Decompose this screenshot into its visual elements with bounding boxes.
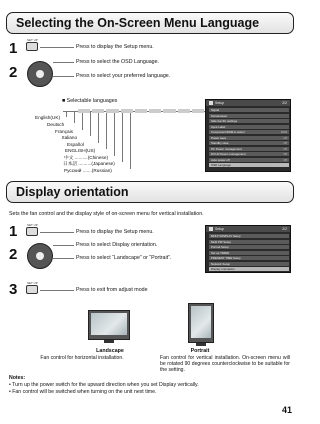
menu-row[interactable] [209, 152, 289, 156]
menu-row-label: Network Setup [211, 261, 230, 266]
menu-row-label: Screensaver [211, 113, 228, 118]
menu-row-label: OSD Language [211, 163, 231, 167]
menu-row[interactable] [209, 158, 289, 162]
step3-description: Press to exit from adjust mode [76, 287, 148, 293]
section-heading-language: Selecting the On-Screen Menu Language [6, 12, 294, 34]
tree-line [74, 111, 75, 123]
step2-description-a: Press to select Display orientation. [76, 242, 158, 248]
tree-line [82, 111, 83, 130]
tree-line [66, 111, 67, 117]
menu-row-value: Off [283, 152, 287, 156]
portrait-display-illustration [188, 303, 214, 343]
setup-button-caption: SET UP [27, 281, 38, 285]
menu-row-label: Auto power off [211, 157, 230, 162]
notes-title: Notes: [9, 375, 26, 381]
menu-row[interactable] [209, 240, 289, 244]
step-number: 1 [9, 223, 18, 240]
menu-row[interactable] [209, 147, 289, 151]
step2-description-b: Press to select your preferred language. [76, 73, 171, 79]
portrait-title: Portrait [190, 348, 210, 354]
menu-row-value: Off [283, 146, 287, 151]
connector-line [53, 245, 74, 246]
menu-title: Setup [215, 100, 224, 105]
menu-row-label: Multi PIP Setup [211, 239, 231, 244]
language-option: ENGLISH(US) [65, 148, 96, 153]
setup-button[interactable] [26, 227, 38, 236]
connector-line [53, 76, 74, 77]
menu-row-value: Off [283, 157, 287, 162]
menu-row-label: Component/RGB-in select [211, 130, 245, 134]
step1-description: Press to display the Setup menu. [76, 44, 154, 50]
tree-line [130, 111, 131, 169]
language-option: 日本語 ..........(Japanese) [63, 161, 115, 166]
menu-row-label: Input Label [211, 124, 226, 129]
menu-row-label: Portrait Setup [211, 245, 229, 249]
connector-line [40, 47, 74, 48]
menu-row[interactable] [209, 141, 289, 145]
menu-row-label: Standby save [211, 141, 229, 145]
menu-row-value: RGB [280, 130, 287, 134]
setup-button-caption: SET UP [27, 38, 38, 42]
language-option: Français [55, 129, 73, 134]
language-option: 中文 ..........(Chinese) [64, 155, 109, 160]
tree-line [98, 111, 99, 143]
step2-description-a: Press to select the OSD Language. [76, 59, 160, 65]
menu-row-value: Off [283, 135, 287, 140]
menu-row[interactable] [209, 130, 289, 134]
menu-title: Setup [215, 226, 224, 231]
setup-button[interactable] [26, 285, 38, 294]
menu-row[interactable] [209, 163, 289, 167]
language-option: Italiano [62, 135, 78, 140]
connector-line [53, 258, 74, 259]
menu-row[interactable] [209, 125, 289, 129]
language-option: Español [67, 142, 84, 147]
tree-line [122, 111, 123, 162]
step-number: 3 [9, 281, 18, 298]
portrait-description: Fan control for vertical installation. On-screen menu will be rotated 90 degrees counterclockwise to be suitable for the setting. [160, 355, 290, 373]
setup-menu-screen [205, 225, 291, 273]
menu-row-label: MULTI DISPLAY Setup [211, 234, 241, 238]
setup-button[interactable] [26, 42, 38, 51]
enter-button-icon [36, 252, 44, 260]
connector-line [53, 62, 74, 63]
menu-row[interactable] [209, 267, 289, 271]
language-option: Deutsch [47, 122, 65, 127]
menu-row[interactable] [209, 245, 289, 249]
menu-row-label: PRESENT TIME Setup [211, 256, 241, 260]
menu-row[interactable] [209, 119, 289, 123]
landscape-title: Landscape [96, 348, 124, 354]
menu-row[interactable] [209, 251, 289, 255]
step-number: 1 [9, 40, 18, 57]
menu-page-indicator: 2/2 [282, 226, 287, 231]
selectable-languages-label: ■ Selectable languages [62, 98, 118, 104]
menu-row[interactable] [209, 114, 289, 118]
navigation-wheel[interactable] [27, 61, 53, 87]
setup-icon [209, 227, 213, 231]
language-option: Русский .......(Russian) [64, 168, 112, 173]
page-number: 41 [281, 405, 292, 415]
menu-row-label: PC Power management [211, 146, 242, 151]
menu-row-label: DVI-D Power management [211, 152, 246, 156]
setup-icon [209, 101, 213, 105]
note-item: • Turn up the power switch for the upward direction when you set Display vertically. [9, 382, 199, 388]
step-number: 2 [9, 246, 18, 263]
tree-line [90, 111, 91, 136]
navigation-wheel[interactable] [27, 243, 53, 269]
landscape-description: Fan control for horizontal installation. [40, 355, 124, 361]
menu-row-label: Side bar IIC settings [211, 119, 238, 123]
menu-row-value: Off [283, 141, 287, 145]
note-item: • Fan control will be switched when turning on the unit next time. [9, 389, 157, 395]
language-option: English(UK) [35, 115, 61, 120]
orientation-intro: Sets the fan control and the display style of on-screen menu for vertical installation. [9, 211, 204, 217]
menu-row-label: Power save [211, 135, 227, 140]
enter-button-icon [36, 70, 44, 78]
menu-row-value: Landscape [273, 267, 287, 271]
menu-row[interactable] [209, 256, 289, 260]
menu-row-label: Signal [211, 108, 220, 112]
step2-description-b: Press to select “Landscape” or “Portrait”. [76, 255, 172, 261]
menu-page-indicator: 2/2 [282, 100, 287, 105]
menu-row[interactable] [209, 136, 289, 140]
step1-description: Press to display the Setup menu. [76, 229, 154, 235]
menu-row-label: Display orientation [211, 267, 235, 271]
setup-menu-screen [205, 99, 291, 172]
menu-row[interactable] [209, 262, 289, 266]
menu-row[interactable] [209, 234, 289, 238]
menu-row-label: Set up TIMER [211, 250, 230, 255]
language-swatches [78, 109, 204, 113]
section-heading-orientation: Display orientation [6, 181, 294, 203]
step-number: 2 [9, 64, 18, 81]
tree-line [114, 111, 115, 156]
menu-row[interactable] [209, 108, 289, 112]
tree-line [106, 111, 107, 149]
setup-button-caption: SET UP [27, 223, 38, 227]
connector-line [40, 232, 74, 233]
landscape-display-illustration [88, 310, 130, 340]
connector-line [40, 290, 74, 291]
menu-row-value: English (UK) [271, 163, 287, 167]
